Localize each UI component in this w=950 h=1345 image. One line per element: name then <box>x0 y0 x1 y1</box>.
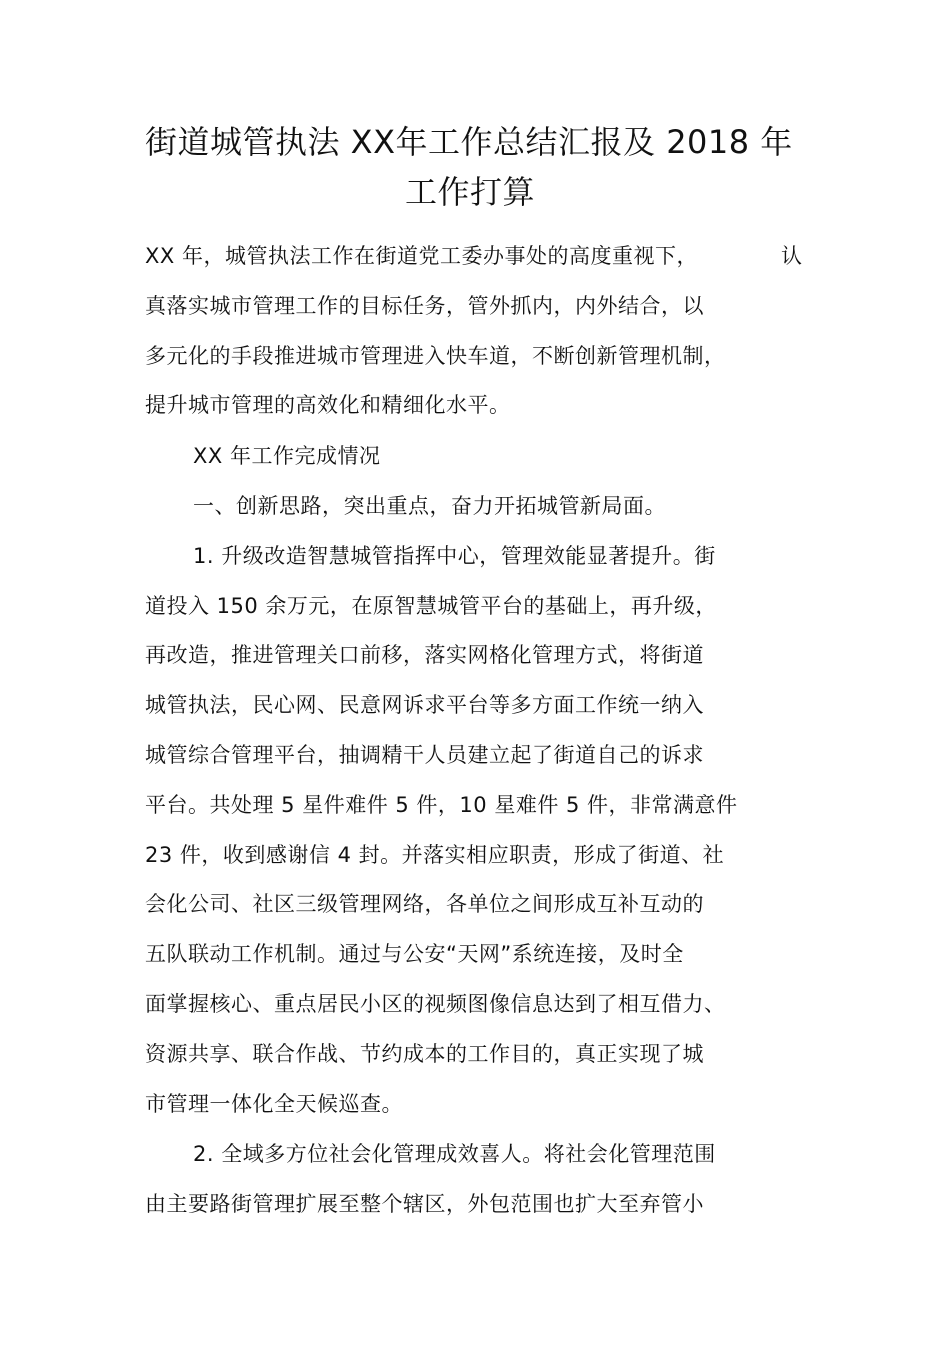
body-line: 由主要路街管理扩展至整个辖区，外包范围也扩大至弃管小 <box>145 1192 704 1216</box>
body-line: 再改造，推进管理关口前移，落实网格化管理方式，将街道 <box>145 643 704 667</box>
body-line: 城管综合管理平台，抽调精干人员建立起了街道自己的诉求 <box>145 743 704 767</box>
body-line: 多元化的手段推进城市管理进入快车道，不断创新管理机制， <box>145 344 726 368</box>
body-line: 1. 升级改造智慧城管指挥中心，管理效能显著提升。街 <box>193 544 716 568</box>
section-heading: XX 年工作完成情况 <box>193 444 381 468</box>
body-line: 城管执法，民心网、民意网诉求平台等多方面工作统一纳入 <box>145 693 704 717</box>
body-line: 会化公司、社区三级管理网络，各单位之间形成互补互动的 <box>145 892 704 916</box>
body-line: XX 年，城管执法工作在街道党工委办事处的高度重视下， <box>145 244 698 268</box>
subsection-heading: 一、创新思路，突出重点，奋力开拓城管新局面。 <box>193 494 666 518</box>
body-line: 资源共享、联合作战、节约成本的工作目的，真正实现了城 <box>145 1042 704 1066</box>
body-line: 提升城市管理的高效化和精细化水平。 <box>145 393 511 417</box>
document-title-line-2: 工作打算 <box>405 173 536 211</box>
body-line: 道投入 150 余万元，在原智慧城管平台的基础上，再升级， <box>145 594 717 618</box>
body-line: 平台。共处理 5 星件难件 5 件，10 星难件 5 件，非常满意件 <box>145 793 738 817</box>
document-title-line-1: 街道城管执法 XX年工作总结汇报及 2018 年 <box>145 123 793 161</box>
body-line: 2. 全域多方位社会化管理成效喜人。将社会化管理范围 <box>193 1142 716 1166</box>
body-line: 23 件，收到感谢信 4 封。并落实相应职责，形成了街道、社 <box>145 843 725 867</box>
body-line: 真落实城市管理工作的目标任务，管外抓内，内外结合，以 <box>145 294 704 318</box>
body-line: 市管理一体化全天候巡查。 <box>145 1092 403 1116</box>
body-line: 认 <box>781 244 803 268</box>
body-line: 五队联动工作机制。通过与公安“天网”系统连接，及时全 <box>145 942 684 966</box>
body-line: 面掌握核心、重点居民小区的视频图像信息达到了相互借力、 <box>145 992 726 1016</box>
